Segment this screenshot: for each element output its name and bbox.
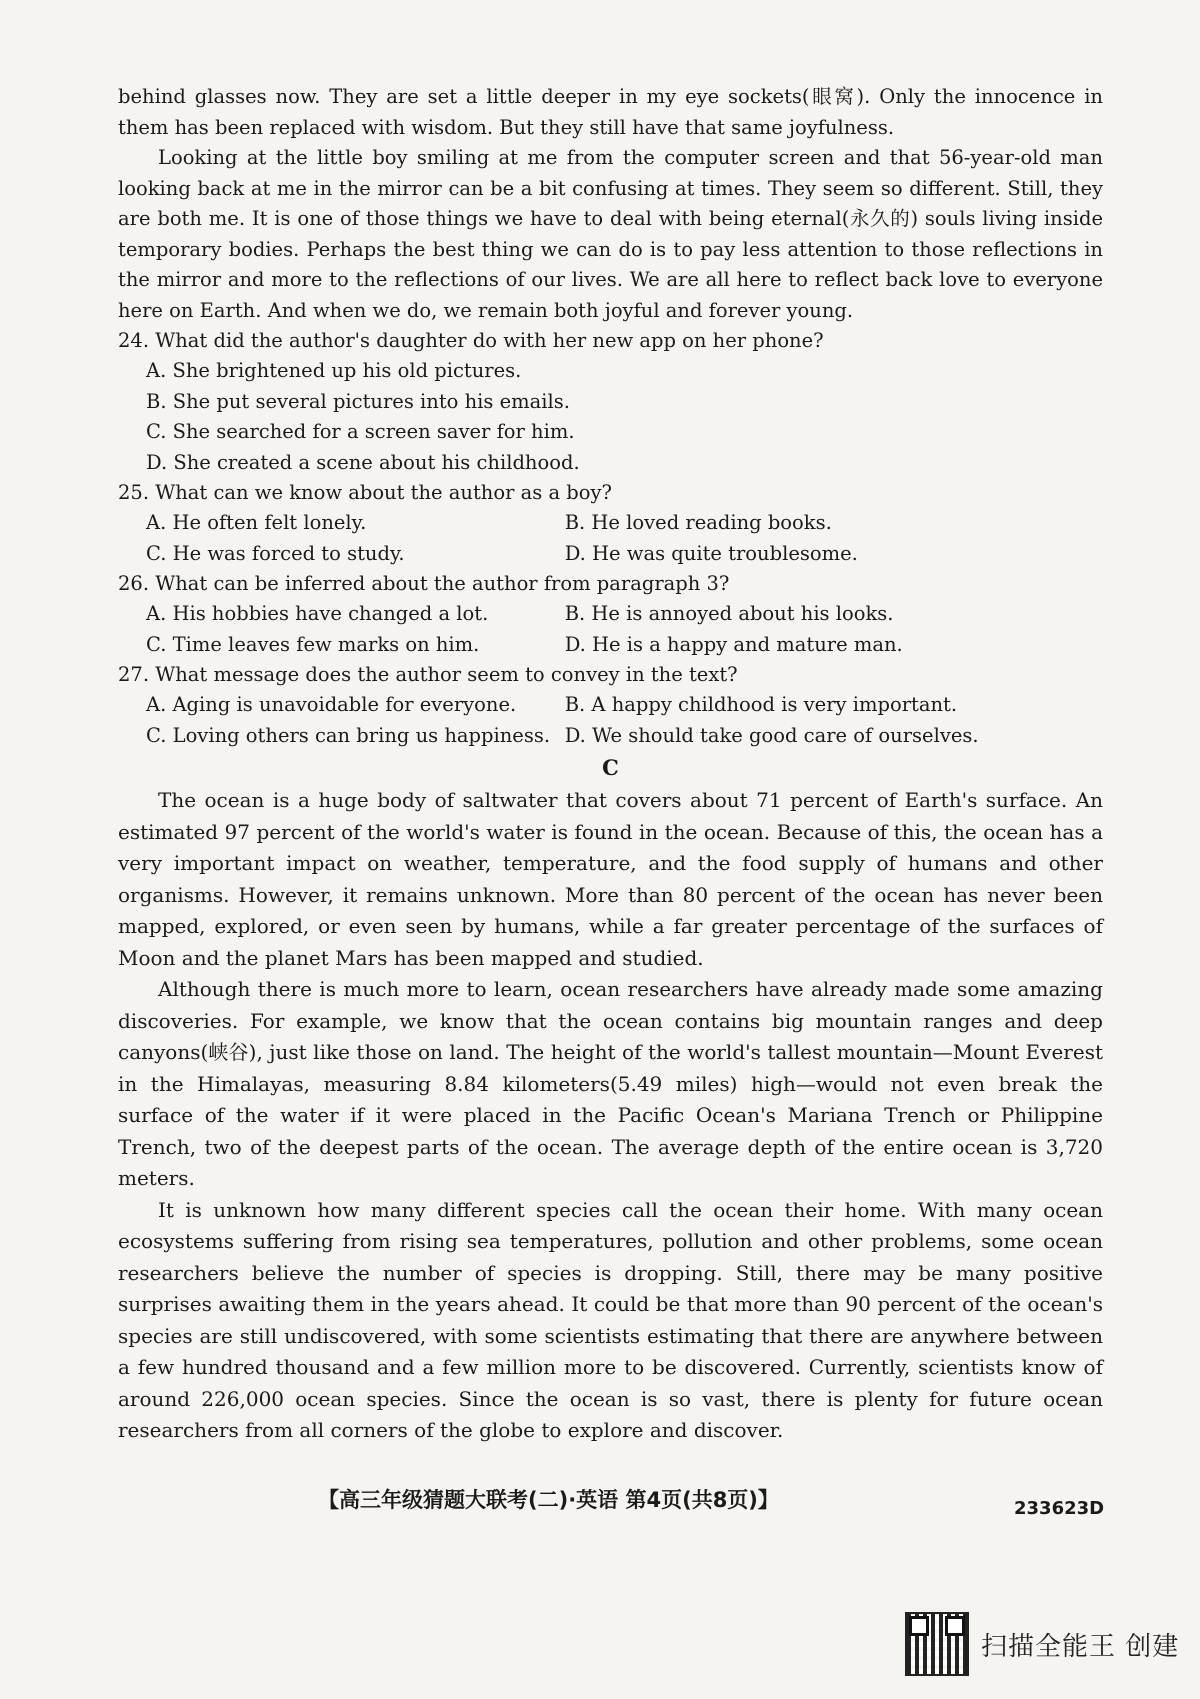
question-26	[118, 569, 1103, 660]
option-b: B. She put several pictures into his emails.	[146, 389, 570, 413]
page-content	[118, 82, 1103, 1447]
question-25	[118, 478, 1103, 569]
question-stem: 25. What can we know about the author as a boy?	[118, 481, 612, 504]
passage-b-paragraph: Looking at the little boy smiling at me from the computer screen and that 56-year-old man looking back at me in the mirror can be a bit confusing at times. They seem so different. Still, they are both me. It is one of those things we have to deal with being eternal(永久的) souls living inside temporary bodies. Perhaps the best thing we can do is to pay less attention to those reflections in the mirror and more to the reflections of our lives. We are all here to reflect back love to everyone here on Earth. And when we do, we remain both joyful and forever young.	[118, 146, 1103, 322]
section-heading: C	[602, 755, 619, 780]
question-stem: 27. What message does the author seem to convey in the text?	[118, 663, 738, 686]
option-b: B. He is annoyed about his looks.	[564, 602, 894, 625]
passage-b-paragraph: behind glasses now. They are set a little deeper in my eye sockets(眼窝). Only the innocence in them has been replaced with wisdom. But they still have that same joyfulness.	[118, 85, 1103, 139]
option-a: A. Aging is unavoidable for everyone.	[146, 693, 517, 716]
option-a: A. His hobbies have changed a lot.	[146, 602, 489, 625]
option-b: B. A happy childhood is very important.	[564, 693, 958, 716]
option-d: D. We should take good care of ourselves.	[564, 723, 979, 747]
option-c: C. Time leaves few marks on him.	[146, 632, 480, 656]
question-27	[118, 660, 1103, 751]
exam-code: 233623D	[1014, 1498, 1105, 1519]
option-c: C. Loving others can bring us happiness.	[146, 723, 551, 747]
watermark-text: 扫描全能王 创建	[981, 1631, 1180, 1662]
option-c: C. She searched for a screen saver for him.	[146, 420, 575, 443]
footer-title: 【高三年级猜题大联考(二)·英语 第4页(共8页)】	[318, 1488, 779, 1512]
option-d: D. He is a happy and mature man.	[564, 632, 903, 656]
question-24	[118, 326, 1103, 478]
option-a: A. She brightened up his old pictures.	[146, 359, 522, 382]
scanner-watermark	[905, 1612, 1179, 1676]
question-stem: 24. What did the author's daughter do with her new app on her phone?	[118, 329, 824, 352]
qr-code-icon	[905, 1612, 969, 1676]
option-c: C. He was forced to study.	[146, 541, 405, 565]
passage-c-paragraph: The ocean is a huge body of saltwater that covers about 71 percent of Earth's surface. An estimated 97 percent of the world's water is found in the ocean. Because of this, the ocean has a very important impact on weather, temperature, and the food supply of humans and other organisms. However, it remains unknown. More than 80 percent of the ocean has never been mapped, explored, or even seen by humans, while a far greater percentage of the surfaces of Moon and the planet Mars has been mapped and studied.	[118, 788, 1103, 970]
option-d: D. He was quite troublesome.	[564, 541, 858, 565]
option-b: B. He loved reading books.	[564, 511, 832, 534]
option-a: A. He often felt lonely.	[146, 511, 367, 534]
option-d: D. She created a scene about his childhood.	[146, 450, 580, 474]
passage-c-paragraph: It is unknown how many different species call the ocean their home. With many ocean ecosystems suffering from rising sea temperatures, pollution and other problems, some ocean researchers believe the number of species is dropping. Still, there may be many positive surprises awaiting them in the years ahead. It could be that more than 90 percent of the ocean's species are still undiscovered, with some scientists estimating that there are anywhere between a few hundred thousand and a few million more to be discovered. Currently, scientists know of around 226,000 ocean species. Since the ocean is so vast, there is plenty for future ocean researchers from all corners of the globe to explore and discover.	[118, 1197, 1103, 1442]
question-stem: 26. What can be inferred about the author from paragraph 3?	[118, 572, 730, 595]
passage-c-paragraph: Although there is much more to learn, ocean researchers have already made some amazing discoveries. For example, we know that the ocean contains big mountain ranges and deep canyons(峡谷), just like those on land. The height of the world's tallest mountain—Mount Everest in the Himalayas, measuring 8.84 kilometers(5.49 miles) high—would not even break the surface of the water if it were placed in the Pacific Ocean's Mariana Trench or Philippine Trench, two of the deepest parts of the ocean. The average depth of the entire ocean is 3,720 meters.	[118, 977, 1103, 1190]
